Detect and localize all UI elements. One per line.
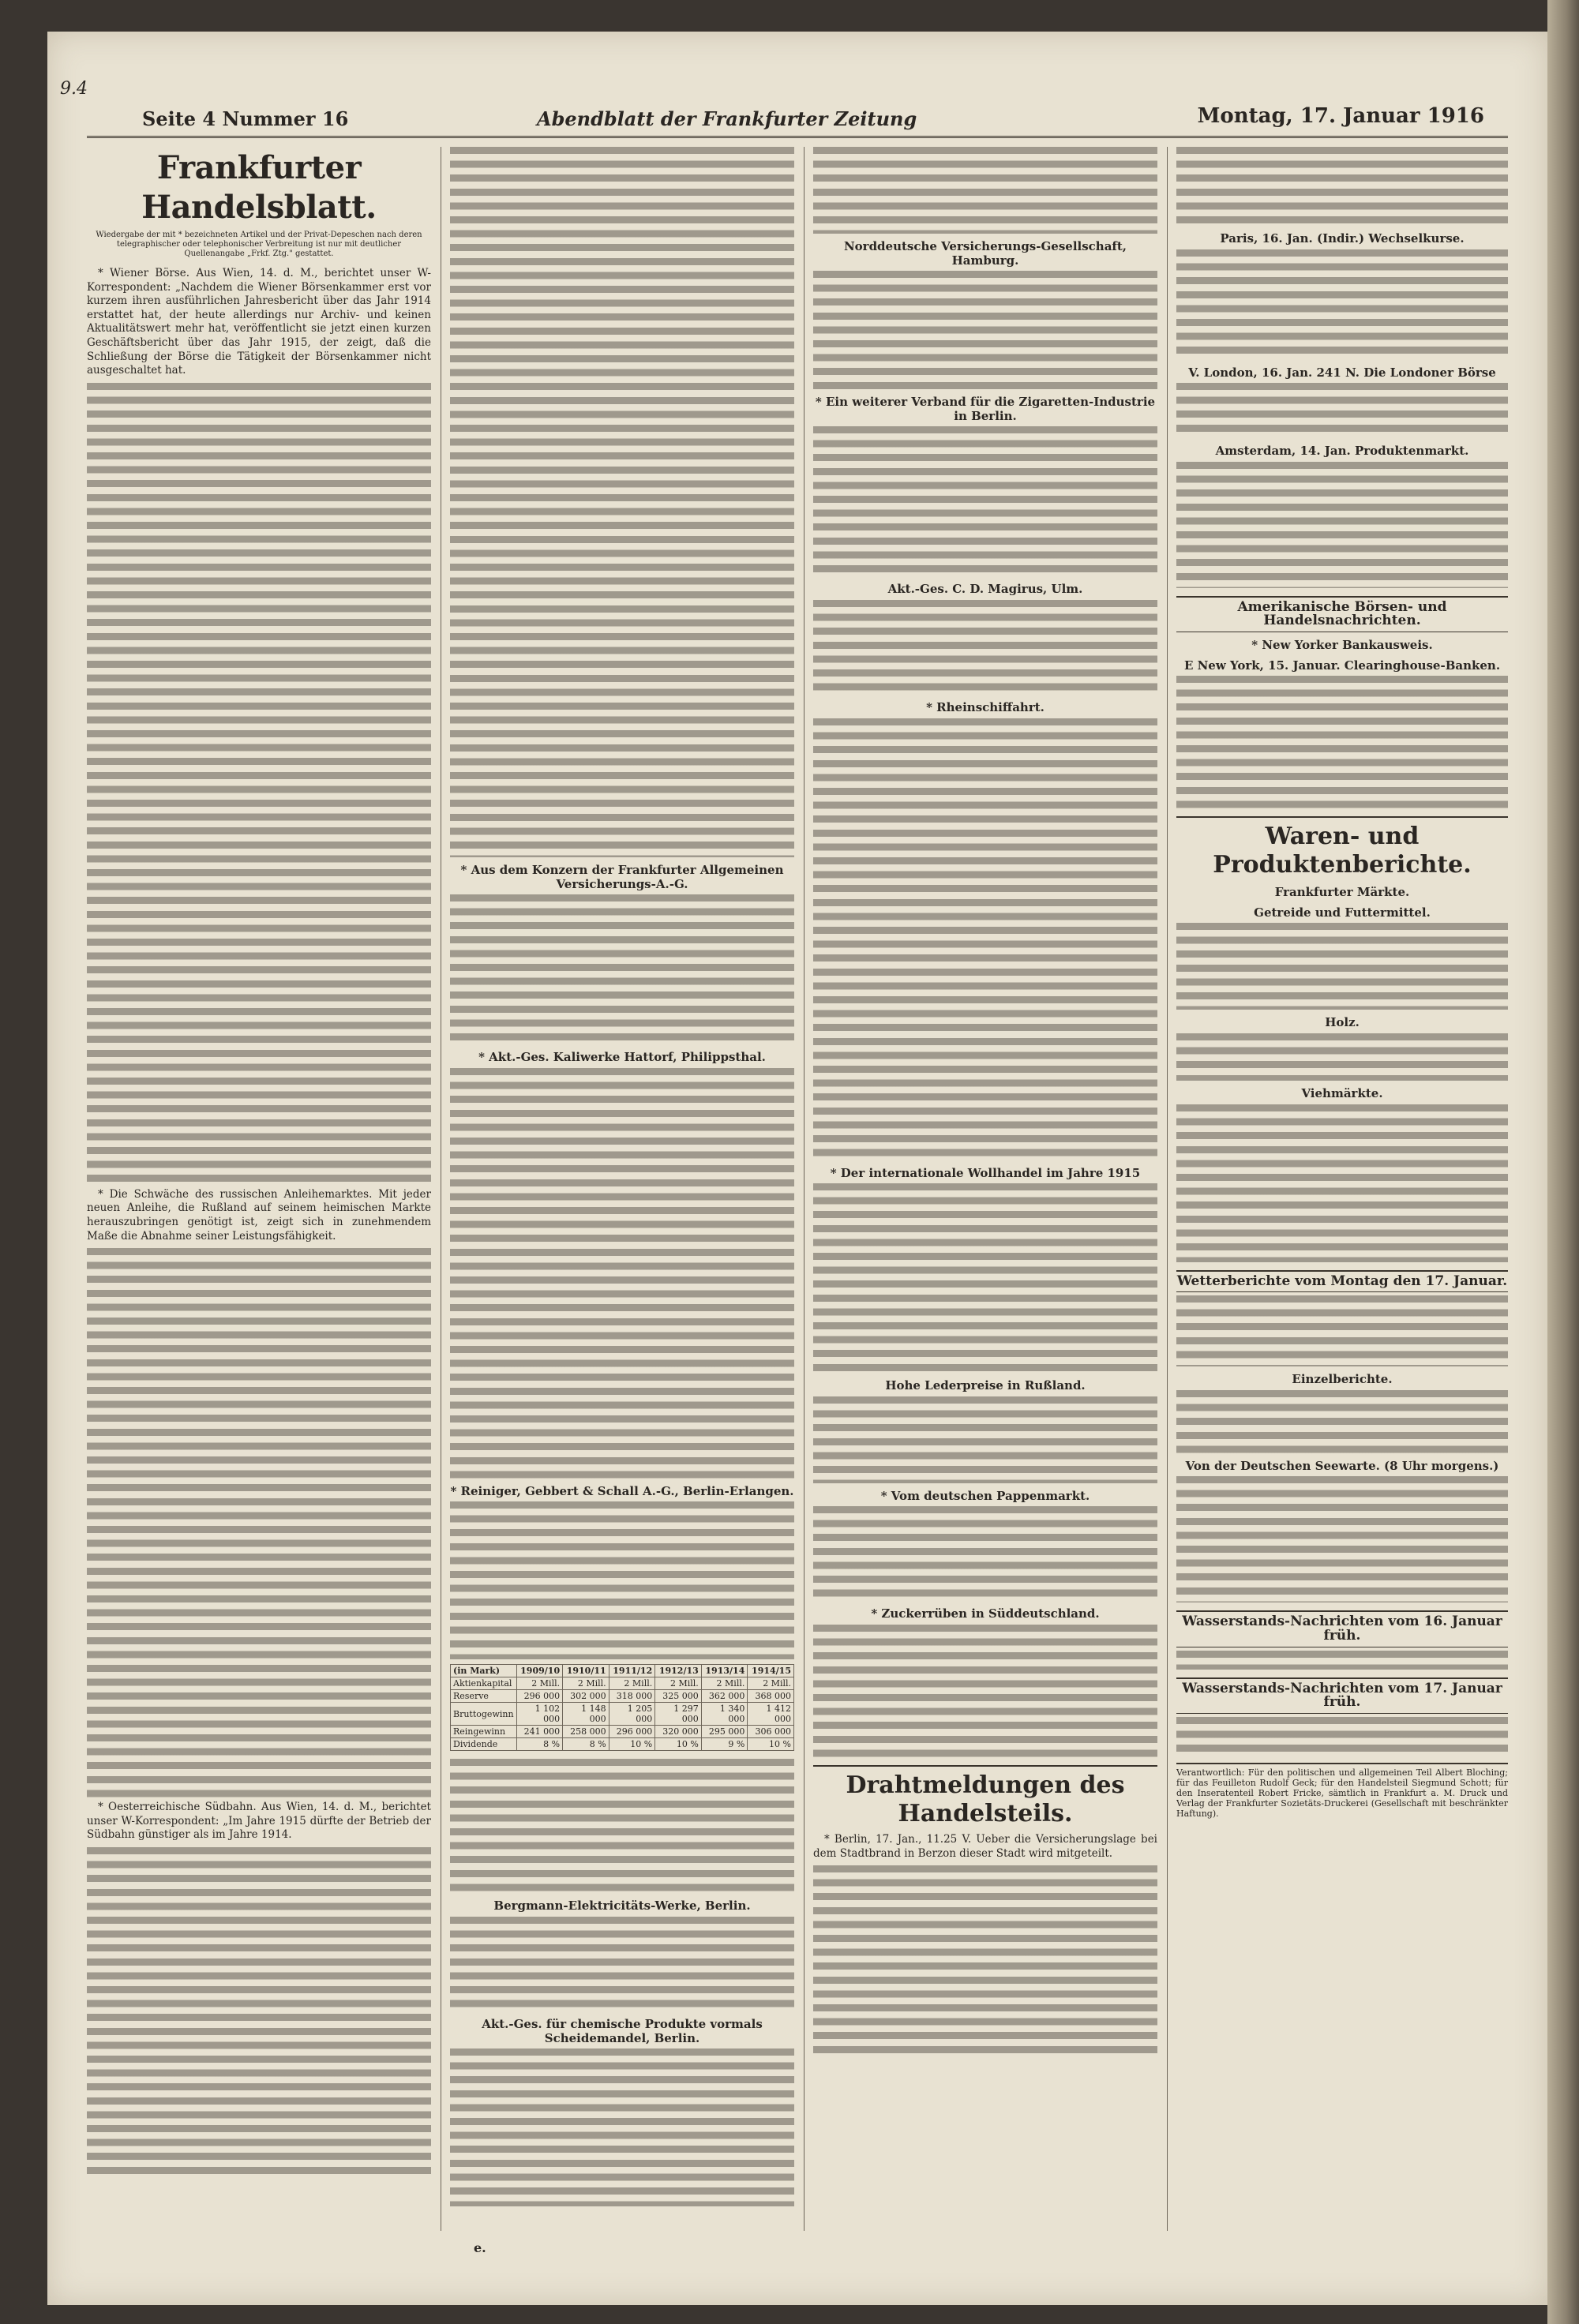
article-heading: Akt.-Ges. C. D. Magirus, Ulm.	[887, 582, 1083, 597]
issue-date: Montag, 17. Januar 1916	[1197, 104, 1484, 128]
table-cell: 1 412 000	[748, 1703, 794, 1726]
table-header: 1910/11	[563, 1665, 609, 1677]
table-cell: 9 %	[701, 1738, 748, 1751]
reprint-notice: Wiedergabe der mit * bezeichneten Artikel und der Privat-Depeschen nach deren telegraphischer oder telephonischer Verbreitung ist nur mit deutlicher Quellenangabe „Frkf. Ztg." gestattet.	[96, 231, 422, 258]
article-body-text	[1176, 1651, 1508, 1670]
weather-table	[1176, 1476, 1508, 1602]
article-body-text	[813, 426, 1157, 576]
section-heading: Wasserstands-Nachrichten vom 17. Januar früh.	[1176, 1677, 1508, 1714]
section-heading: Amerikanische Börsen- und Handelsnachrichten.	[1176, 596, 1508, 632]
article-body-text	[813, 1625, 1157, 1759]
table-cell: 302 000	[563, 1690, 609, 1703]
subsection-heading: Frankfurter Märkte.	[1274, 885, 1410, 900]
column-1	[87, 147, 431, 2231]
article-body-text	[1176, 1295, 1508, 1366]
table-cell: 10 %	[609, 1738, 655, 1751]
imprint: Verantwortlich: Für den politischen und allgemeinen Teil Albert Bloching; für das Feuilleton Rudolf Geck; für den Handelsteil Siegmund Schott; für den Inseratenteil Robert Fricke, sämtlich in Frankfurt a. M. Druck und Verlag der Frankfurter Sozietäts-Druckerei (Gesellschaft mit beschränkter Haftung).	[1176, 1763, 1508, 1819]
article-heading: * Rheinschiffahrt.	[926, 699, 1045, 714]
section-heading: Wasserstands-Nachrichten vom 16. Januar früh.	[1176, 1610, 1508, 1647]
column-rule	[1167, 147, 1168, 2231]
table-row	[451, 1690, 794, 1703]
subsection-heading: Einzelberichte.	[1292, 1372, 1393, 1387]
article-body-text	[813, 1183, 1157, 1373]
article-body-text	[813, 1865, 1157, 2055]
table-row	[451, 1677, 794, 1690]
article-body-text	[450, 1068, 794, 1479]
table-cell: 8 %	[563, 1738, 609, 1751]
article-heading: Hohe Lederpreise in Rußland.	[885, 1378, 1086, 1393]
section-heading: Waren- und Produktenberichte.	[1176, 816, 1508, 879]
article-body-text	[450, 894, 794, 1044]
article-body-text	[450, 1759, 794, 1893]
article-body-text	[450, 1917, 794, 2011]
table-cell: 10 %	[655, 1738, 702, 1751]
column-rule	[804, 147, 805, 2231]
subsection-heading: E New York, 15. Januar. Clearinghouse-Banken.	[1183, 658, 1501, 673]
article-wiener-boerse: * Wiener Börse. Aus Wien, 14. d. M., berichtet unser W-Korrespondent: „Nachdem die Wiener Börsenkammer erst vor kurzem ihren ausführlichen Jahresbericht über das Jahr 1914 erstattet hat, der heute allerdings nur Archiv- und keinen Aktualitätswert mehr hat, veröffentlicht sie jetzt einen kurzen Geschäftsbericht über das Jahr 1915, der zeigt, daß die Schließung der Börse die Tätigkeit der Börsenkammer nicht ausgeschaltet hat.	[87, 267, 431, 377]
article-heading: * Ein weiterer Verband für die Zigaretten-Industrie in Berlin.	[815, 395, 1156, 423]
article-body-text	[1176, 1033, 1508, 1081]
article-body-text	[450, 1501, 794, 1659]
table-cell: 8 %	[516, 1738, 563, 1751]
table-cell: 318 000	[609, 1690, 655, 1703]
balance-table	[450, 1664, 794, 1751]
table-cell: 1 297 000	[655, 1703, 702, 1726]
table-cell: 1 205 000	[609, 1703, 655, 1726]
table-cell: 1 148 000	[563, 1703, 609, 1726]
exchange-rate-table	[1176, 249, 1508, 360]
article-suedbahn: * Oesterreichische Südbahn. Aus Wien, 14. d. M., berichtet unser W-Korrespondent: „Im Jahre 1915 dürfte der Betrieb der Südbahn günstiger als im Jahre 1914.	[87, 1801, 431, 1842]
article-body-text	[1176, 383, 1508, 438]
article-heading: * Der internationale Wollhandel im Jahre 1915	[830, 1165, 1141, 1180]
table-header: 1914/15	[748, 1665, 794, 1677]
bank-statement-table	[1176, 676, 1508, 810]
table-cell: Reserve	[451, 1690, 517, 1703]
table-header: (in Mark)	[451, 1665, 517, 1677]
subsection-heading: * New Yorker Bankausweis.	[1251, 637, 1433, 652]
article-heading: * Vom deutschen Pappenmarkt.	[880, 1488, 1090, 1503]
table-row	[451, 1738, 794, 1751]
table-cell: 296 000	[516, 1690, 563, 1703]
table-header: 1913/14	[701, 1665, 748, 1677]
market-heading: Paris, 16. Jan. (Indir.) Wechselkurse.	[1220, 231, 1465, 246]
article-heading: Bergmann-Elektricitäts-Werke, Berlin.	[493, 1899, 751, 1914]
section-heading: Drahtmeldungen des Handelsteils.	[813, 1765, 1157, 1828]
table-cell: 320 000	[655, 1726, 702, 1738]
article-body-text	[450, 2048, 794, 2206]
article-body-text	[813, 271, 1157, 389]
article-heading: * Aus dem Konzern der Frankfurter Allgemeinen Versicherungs-A.-G.	[460, 863, 784, 891]
table-cell: 368 000	[748, 1690, 794, 1703]
table-cell: 258 000	[563, 1726, 609, 1738]
article-body-text	[87, 1248, 431, 1801]
column-3	[813, 147, 1157, 2231]
table-header: 1912/13	[655, 1665, 702, 1677]
article-body-text	[1176, 147, 1508, 226]
table-cell: 362 000	[701, 1690, 748, 1703]
subsection-heading: Von der Deutschen Seewarte. (8 Uhr morgens.)	[1185, 1458, 1499, 1473]
market-heading: V. London, 16. Jan. 241 N. Die Londoner Börse	[1188, 365, 1496, 380]
table-cell: 306 000	[748, 1726, 794, 1738]
article-body-text	[813, 1396, 1157, 1483]
corner-mark: 9.4	[60, 79, 88, 99]
page-number: Seite 4 Nummer 16	[142, 107, 349, 130]
article-heading: Norddeutsche Versicherungs-Gesellschaft, Hamburg.	[843, 239, 1127, 268]
column-2	[450, 147, 794, 2231]
article-heading: * Reiniger, Gebbert & Schall A.-G., Berlin-Erlangen.	[450, 1483, 794, 1498]
telegram-berlin: * Berlin, 17. Jan., 11.25 V. Ueber die Versicherungslage bei dem Stadtbrand in Berzon dieser Stadt wird mitgeteilt.	[813, 1832, 1157, 1860]
table-cell: 1 102 000	[516, 1703, 563, 1726]
bottom-mark: e.	[474, 2240, 486, 2255]
article-body-text	[450, 147, 794, 857]
article-body-text	[813, 147, 1157, 234]
table-cell: 2 Mill.	[748, 1677, 794, 1690]
table-cell: 295 000	[701, 1726, 748, 1738]
article-heading: * Akt.-Ges. Kaliwerke Hattorf, Philippsthal.	[478, 1050, 766, 1065]
table-cell: 2 Mill.	[609, 1677, 655, 1690]
article-body-text	[1176, 1717, 1508, 1756]
masthead: Frankfurter Handelsblatt.	[141, 149, 377, 226]
article-russischer-anleihemarkt: * Die Schwäche des russischen Anleihemarktes. Mit jeder neuen Anleihe, die Rußland auf seinem heimischen Markte herauszubringen genötigt ist, zeigt sich in zunehmendem Maße die Abnahme seiner Leistungsfähigkeit.	[87, 1187, 431, 1243]
table-cell: 2 Mill.	[516, 1677, 563, 1690]
table-row	[451, 1703, 794, 1726]
produce-table	[1176, 462, 1508, 588]
table-cell: 2 Mill.	[563, 1677, 609, 1690]
article-body-text	[813, 718, 1157, 1160]
table-cell: 1 340 000	[701, 1703, 748, 1726]
table-cell: Aktienkapital	[451, 1677, 517, 1690]
table-cell: Dividende	[451, 1738, 517, 1751]
subsection-heading: Holz.	[1325, 1015, 1360, 1030]
article-body-text	[813, 600, 1157, 695]
article-body-text	[813, 1506, 1157, 1601]
table-cell: 10 %	[748, 1738, 794, 1751]
article-heading: * Zuckerrüben in Süddeutschland.	[871, 1606, 1100, 1621]
page-header	[87, 104, 1508, 138]
table-row	[451, 1726, 794, 1738]
article-body-text	[1176, 923, 1508, 1010]
article-body-text	[87, 1847, 431, 2179]
table-cell: 296 000	[609, 1726, 655, 1738]
book-spine	[1547, 0, 1579, 2324]
section-heading: Wetterberichte vom Montag den 17. Januar.	[1176, 1270, 1508, 1293]
table-cell: 2 Mill.	[701, 1677, 748, 1690]
table-header: 1911/12	[609, 1665, 655, 1677]
table-cell: Bruttogewinn	[451, 1703, 517, 1726]
weather-table	[1176, 1390, 1508, 1453]
table-header: 1909/10	[516, 1665, 563, 1677]
subsection-heading: Getreide und Futtermittel.	[1254, 905, 1431, 920]
article-body-text	[87, 383, 431, 1188]
table-header-row	[451, 1665, 794, 1677]
table-cell: 241 000	[516, 1726, 563, 1738]
table-cell: 2 Mill.	[655, 1677, 702, 1690]
column-4	[1176, 147, 1508, 2231]
article-body-text	[1176, 1104, 1508, 1262]
market-heading: Amsterdam, 14. Jan. Produktenmarkt.	[1215, 444, 1469, 459]
table-cell: Reingewinn	[451, 1726, 517, 1738]
article-heading: Akt.-Ges. für chemische Produkte vormals Scheidemandel, Berlin.	[482, 2016, 763, 2045]
newspaper-title: Abendblatt der Frankfurter Zeitung	[537, 107, 917, 130]
subsection-heading: Viehmärkte.	[1301, 1085, 1383, 1100]
table-cell: 325 000	[655, 1690, 702, 1703]
